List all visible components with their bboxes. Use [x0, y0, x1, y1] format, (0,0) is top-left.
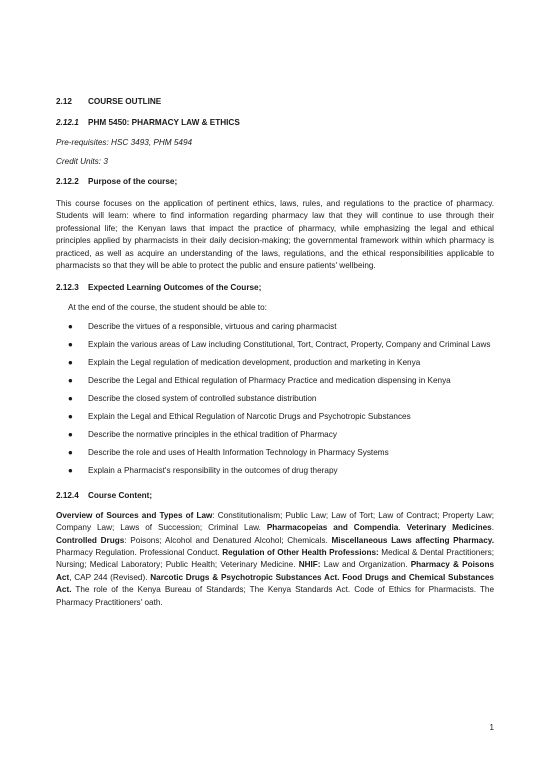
content-topic-bold: Overview of Sources and Types of Law [56, 510, 213, 520]
outcome-item [68, 339, 494, 351]
outcome-item [68, 357, 494, 369]
bullet-icon: ● [68, 394, 73, 404]
outcome-item [68, 429, 494, 441]
outcome-item [68, 393, 494, 405]
course-number: 2.12.1 [56, 118, 79, 128]
bullet-icon: ● [68, 376, 73, 386]
outcomes-number: 2.12.3 [56, 283, 79, 293]
bullet-icon: ● [68, 340, 73, 350]
content-topic-bold: Pharmacopeias and Compendia [266, 523, 399, 533]
content-text: The role of the Kenya Bureau of Standards; The Kenya Standards Act. Code of Ethics for Pharmacists. The Pharmacy Practitioners' oath. [56, 585, 494, 607]
content-heading-text: Course Content; [88, 491, 153, 501]
outcome-item [68, 465, 494, 477]
content-text: . [491, 523, 494, 533]
outcome-text: Explain the various areas of Law including Constitutional, Tort, Contract, Property, Company and Criminal Laws [88, 340, 491, 350]
purpose-number: 2.12.2 [56, 176, 79, 186]
content-topic-bold: Controlled Drugs [56, 535, 125, 545]
outcome-item [68, 411, 494, 423]
outcome-text: Describe the Legal and Ethical regulation of Pharmacy Practice and medication dispensing in Kenya [88, 376, 451, 386]
bullet-icon: ● [68, 322, 73, 332]
content-text: . [398, 523, 407, 533]
page-number: 1 [489, 723, 494, 732]
bullet-icon: ● [68, 466, 73, 476]
outcome-text: Explain the Legal and Ethical Regulation of Narcotic Drugs and Psychotropic Substances [88, 412, 411, 422]
credit-units: Credit Units: 3 [56, 157, 108, 167]
content-topic-bold: NHIF: [298, 560, 321, 570]
outcome-item [68, 321, 494, 333]
purpose-heading [56, 176, 494, 188]
purpose-heading-text: Purpose of the course; [88, 176, 178, 186]
purpose-paragraph: This course focuses on the application of pertinent ethics, laws, rules, and regulations to the practice of pharmacy. Students will learn: where to find information regarding pharmacy law that they will continue to use through their professional life; the Kenyan laws that impact the practice of pharmacy, while emphasizing the legal and ethical principles applied by pharmacists in their daily decision-making; the governmental framework within which pharmacy is practiced, as well as acquire an understanding of the laws, regulations, and the ethical responsibilities applicable to pharmacists so that they will be able to protect the public and ensure patients' wellbeing. [56, 199, 494, 271]
content-topic-bold: Miscellaneous Laws affecting Pharmacy. [331, 535, 494, 545]
content-text: , CAP 244 (Revised). [69, 572, 151, 582]
content-number: 2.12.4 [56, 491, 79, 501]
content-paragraph [56, 510, 494, 609]
outcome-text: Describe the virtues of a responsible, virtuous and caring pharmacist [88, 322, 337, 332]
outcomes-heading [56, 282, 494, 294]
section-title: COURSE OUTLINE [88, 97, 162, 106]
bullet-icon: ● [68, 358, 73, 368]
outcome-text: Describe the normative principles in the ethical tradition of Pharmacy [88, 430, 337, 440]
outcome-text: Explain the Legal regulation of medication development, production and marketing in Kenya [88, 358, 421, 368]
content-text: : Poisons; Alcohol and Denatured Alcohol; Chemicals. [124, 535, 332, 545]
content-topic-bold: Pharmacy & Poisons Act [56, 560, 495, 582]
outcome-text: Explain a Pharmacist's responsibility in the outcomes of drug therapy [88, 466, 338, 476]
outcome-text: Describe the closed system of controlled substance distribution [88, 394, 317, 404]
bullet-icon: ● [68, 448, 73, 458]
outcome-item [68, 447, 494, 459]
content-topic-bold: Regulation of Other Health Professions: [222, 547, 379, 557]
course-code-title: PHM 5450: PHARMACY LAW & ETHICS [88, 118, 240, 128]
content-text: Pharmacy Regulation. Professional Conduct. [56, 547, 223, 557]
course-heading [56, 117, 494, 129]
outcomes-heading-text: Expected Learning Outcomes of the Course; [88, 283, 262, 293]
content-topic-bold: Narcotic Drugs & Psychotropic Substances Act. Food Drugs and Chemical Substances Act. [56, 572, 494, 595]
bullet-icon: ● [68, 412, 73, 422]
document-body [56, 96, 494, 609]
outcomes-intro: At the end of the course, the student should be able to: [68, 302, 267, 312]
content-text: : Constitutionalism; Public Law; Law of Tort; Law of Contract; Property Law; Company Law; Laws of Succession; Criminal Law. [56, 510, 494, 533]
content-heading [56, 490, 494, 502]
outcome-item [68, 375, 494, 387]
section-number: 2.12 [56, 97, 72, 106]
content-topic-bold: Veterinary Medicines [406, 523, 492, 533]
outcomes-list [56, 321, 494, 477]
content-text: Law and Organization. [320, 560, 411, 570]
section-heading [56, 96, 494, 108]
bullet-icon: ● [68, 430, 73, 440]
outcome-text: Describe the role and uses of Health Information Technology in Pharmacy Systems [88, 448, 389, 458]
content-text: Medical & Dental Practitioners; Nursing; Medical Laboratory; Public Health; Veterinary Medicine. [56, 547, 494, 570]
prerequisites: Pre-requisites: HSC 3493, PHM 5494 [56, 137, 193, 147]
